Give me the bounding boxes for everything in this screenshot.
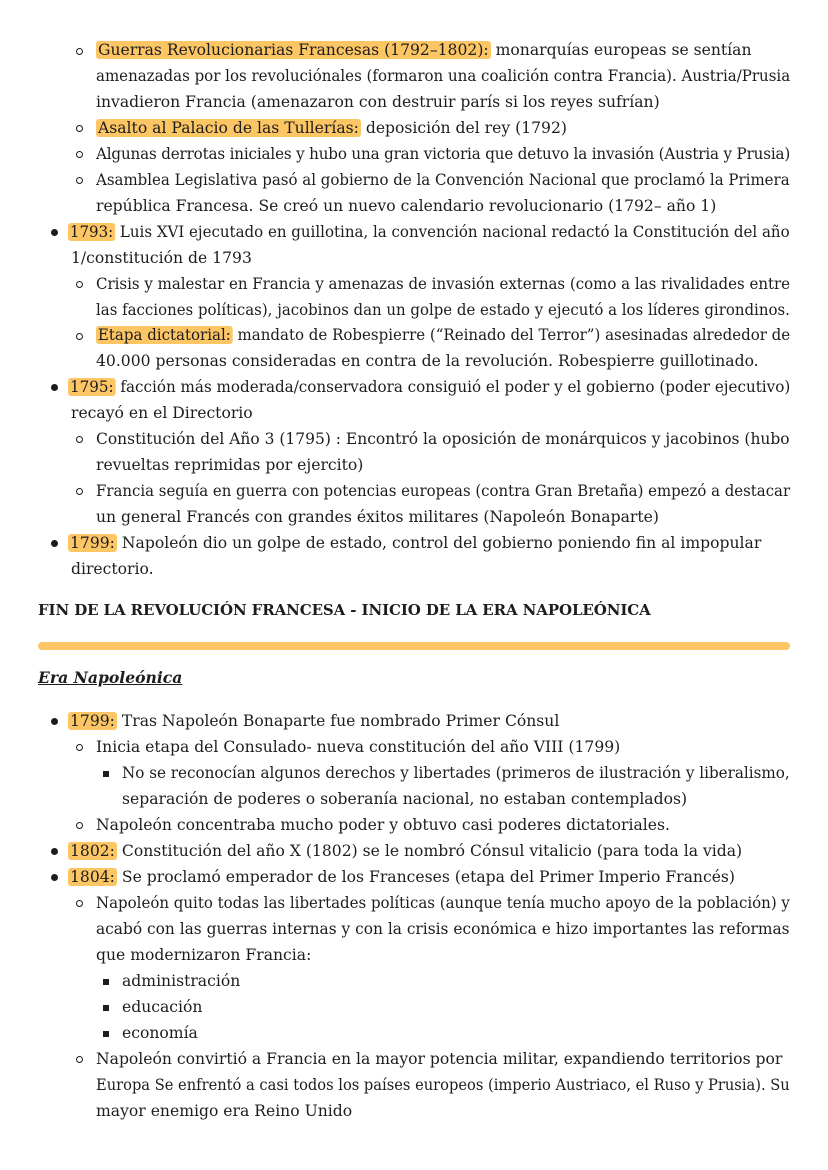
text-line: Constitución del Año 3 (1795) : Encontró la oposición de monárquicos y jacobinos (hubo [96,430,790,448]
line-guerras: Guerras Revolucionarias Francesas (1792–1802): monarquías europeas se sentían [98,41,752,59]
text-line: directorio. [71,560,154,578]
text-line: Asamblea Legislativa pasó al gobierno de la Convención Nacional que proclamó la Primera [96,171,790,189]
text-line: Inicia etapa del Consulado- nueva constitución del año VIII (1799) [96,738,621,756]
line-1795: 1795: facción más moderada/conservadora consiguió el poder y el gobierno (poder ejecutivo) [69,378,791,396]
text-line: las facciones políticas), jacobinos dan un golpe de estado y ejecutó a los líderes girondinos. [96,301,790,319]
section-divider [38,642,790,650]
text-line: Francia seguía en guerra con potencias europeas (contra Gran Bretaña) empezó a destacar [96,482,791,500]
text-line: 40.000 personas consideradas en contra de la revolución. Robespierre guillotinado. [96,352,759,370]
line-etapa: Etapa dictatorial: mandato de Robespierre (“Reinado del Terror”) asesinadas alrededor de [97,326,791,344]
text-line: invadieron Francia (amenazaron con destruir parís si los reyes sufrían) [96,93,660,111]
text-line: mayor enemigo era Reino Unido [96,1102,353,1120]
line-1793: 1793: Luis XVI ejecutado en guillotina, la convención nacional redactó la Constitución del año [69,223,790,241]
text-line: Napoleón convirtió a Francia en la mayor potencia militar, expandiendo territorios por [96,1050,783,1068]
line-1799: 1799: Napoleón dio un golpe de estado, control del gobierno poniendo fin al impopular [70,534,762,552]
list-item: economía [122,1024,198,1042]
text-line: No se reconocían algunos derechos y libertades (primeros de ilustración y liberalismo, [122,764,790,782]
highlight-1795: 1795: [69,378,114,396]
text-line: 1/constitución de 1793 [71,249,252,267]
section-heading: FIN DE LA REVOLUCIÓN FRANCESA - INICIO DE LA ERA NAPOLEÓNICA [38,601,651,619]
text-line: Crisis y malestar en Francia y amenazas de invasión externas (como a las rivalidades entre [96,275,791,293]
text-line: recayó en el Directorio [71,404,253,422]
list-item: educación [122,998,203,1016]
line-asalto: Asalto al Palacio de las Tullerías: deposición del rey (1792) [98,119,567,137]
text-line: Napoleón quito todas las libertades políticas (aunque tenía mucho apoyo de la población) y [96,894,790,912]
highlight-1802: 1802: [70,842,115,860]
highlight-etapa: Etapa dictatorial: [97,326,231,344]
line-1802: 1802: Constitución del año X (1802) se le nombró Cónsul vitalicio (para toda la vida) [70,842,743,860]
text-line: separación de poderes o soberanía nacional, no estaban contemplados) [122,790,688,808]
highlight-asalto: Asalto al Palacio de las Tullerías: [98,119,359,137]
text-line: acabó con las guerras internas y con la crisis económica e hizo importantes las reformas [96,920,790,938]
text-line: república Francesa. Se creó un nuevo calendario revolucionario (1792– año 1) [96,197,717,215]
highlight-1799: 1799: [70,534,115,552]
highlight-guerras: Guerras Revolucionarias Francesas (1792–1802): [98,41,489,59]
text-line: Europa Se enfrentó a casi todos los países europeos (imperio Austriaco, el Ruso y Prusia). Su [96,1076,790,1094]
text-line: revueltas reprimidas por ejercito) [96,456,364,474]
text-line: un general Francés con grandes éxitos militares (Napoleón Bonaparte) [96,508,659,526]
text-line: Algunas derrotas iniciales y hubo una gran victoria que detuvo la invasión (Austria y Prusia) [96,145,791,163]
text-line: que modernizaron Francia: [96,946,312,964]
line-1804: 1804: Se proclamó emperador de los Franceses (etapa del Primer Imperio Francés) [70,868,736,886]
text-line: Napoleón concentraba mucho poder y obtuvo casi poderes dictatoriales. [96,816,670,834]
line-1799-consul: 1799: Tras Napoleón Bonaparte fue nombrado Primer Cónsul [70,712,560,730]
list-item: administración [122,972,241,990]
highlight-1799-consul: 1799: [70,712,115,730]
highlight-1793: 1793: [69,223,114,241]
highlight-1804: 1804: [70,868,115,886]
text-line: amenazadas por los revoluciónales (formaron una coalición contra Francia). Austria/Prusia [96,67,791,85]
era-title: Era Napoleónica [38,668,183,687]
